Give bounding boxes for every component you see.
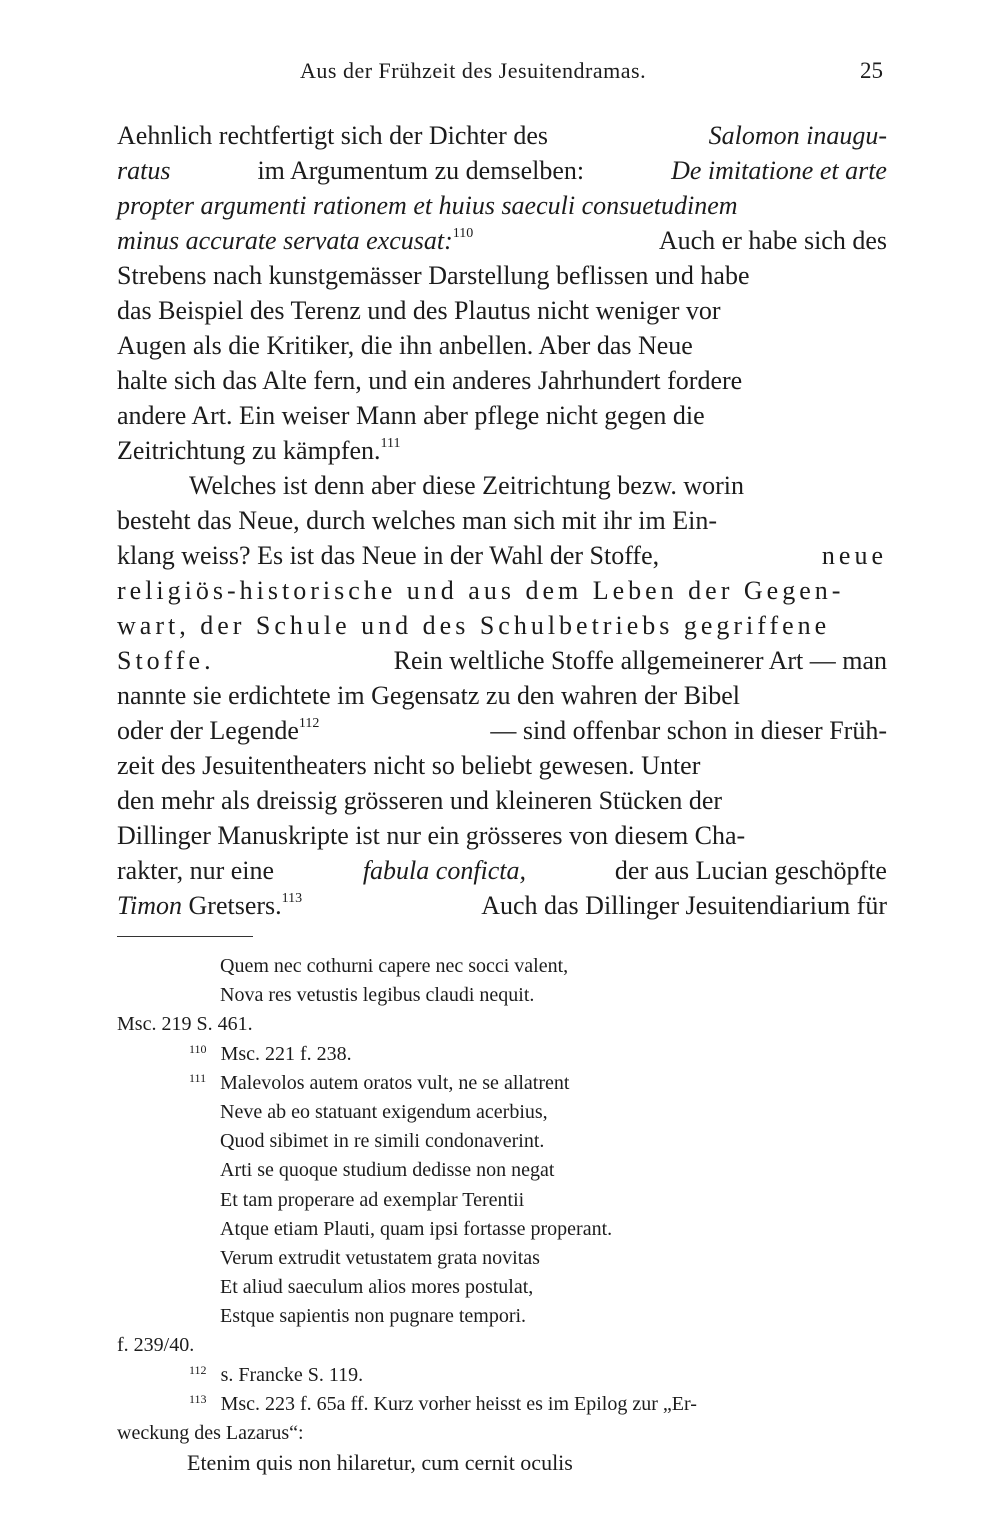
text-line: nannte sie erdichtete im Gegensatz zu den wahren der Bibel [117,681,741,710]
footnote-verse: Verum extrudit vetustatem grata novitas [220,1246,540,1269]
footnote-divider [117,936,253,937]
footnote-ref: 111 [380,436,401,451]
text-line: den mehr als dreissig grösseren und kleineren Stücken der [117,786,723,815]
text-line: oder der Legende$^{112}$ — sind offenbar schon in dieser Früh- [117,716,887,745]
footnote-112: $^{112}$ s. Francke S. 119. [189,1362,364,1386]
footnote-reference: Msc. 219 S. 461. [117,1013,253,1036]
text-line: andere Art. Ein weiser Mann aber pflege nicht gegen die [117,401,705,430]
footnote-110: $^{110}$ Msc. 221 f. 238. [189,1041,352,1065]
footnote-verse: Estque sapientis non pugnare tempori. [220,1305,527,1328]
text-line: religiös-historische und aus dem Leben der Gegen- [117,576,845,605]
footnote-ref: 112 [298,716,320,731]
footnote-verse: Et tam properare ad exemplar Terentii [220,1188,525,1211]
text-line: Welches ist denn aber diese Zeitrichtung bezw. worin [189,471,745,500]
text-line: Timon Gretsers.$^{113}$ Auch das Dillinger Jesuitendiarium für [117,891,887,920]
text-line: wart, der Schule und des Schulbetriebs gegriffene [117,611,831,640]
footnote-113: $^{113}$ Msc. 223 f. 65a ff. Kurz vorher heisst es im Epilog zur „Er- [189,1391,697,1415]
text-line: Dillinger Manuskripte ist nur ein grösseres von diesem Cha- [117,821,746,850]
text-line: minus accurate servata excusat:$^{110}$ Auch er habe sich des [117,226,887,255]
text-line: klang weiss? Es ist das Neue in der Wahl der Stoffe, neue [117,541,887,570]
main-text [117,118,887,923]
footnote-ref: 110 [452,226,474,241]
text-line: zeit des Jesuitentheaters nicht so beliebt gewesen. Unter [117,751,701,780]
footnote-verse: Quod sibimet in re simili condonaverint. [220,1130,545,1153]
text-line: Augen als die Kritiker, die ihn anbellen. Aber das Neue [117,331,693,360]
text-line: Stoffe. Rein weltliche Stoffe allgemeinerer Art — man [117,646,887,675]
text-line: Strebens nach kunstgemässer Darstellung beflissen und habe [117,261,750,290]
footnote-verse: Etenim quis non hilaretur, cum cernit oculis [187,1450,573,1476]
text-line: das Beispiel des Terenz und des Plautus nicht weniger vor [117,296,721,325]
text-line: propter argumenti rationem et huius saeculi consuetudinem [117,191,738,220]
footnote-reference: f. 239/40. [117,1334,195,1357]
footnote-ref: 113 [281,891,303,906]
text-line: rakter, nur eine fabula conficta, der aus Lucian geschöpfte [117,856,887,885]
text-line: Aehnlich rechtfertigt sich der Dichter des Salomon inaugu- [117,121,887,150]
text-line: halte sich das Alte fern, und ein anderes Jahrhundert fordere [117,366,743,395]
text-line: besteht das Neue, durch welches man sich mit ihr im Ein- [117,506,718,535]
footnote-verse: Quem nec cothurni capere nec socci valent, [220,955,569,977]
running-head: Aus der Frühzeit des Jesuitendramas. [300,58,647,83]
footnote-111: $^{111}$ Malevolos autem oratos vult, ne se allatrent [189,1070,570,1094]
page-number: 25 [860,58,883,83]
footnote-continuation: weckung des Lazarus“: [117,1422,304,1444]
text-line: ratus im Argumentum zu demselben: De imitatione et arte [117,156,887,185]
text-line: Zeitrichtung zu kämpfen.$^{111}$ [117,436,401,465]
footnote-verse: Neve ab eo statuant exigendum acerbius, [220,1100,548,1123]
footnote-verse: Et aliud saeculum alios mores postulat, [220,1276,534,1299]
footnote-verse: Atque etiam Plauti, quam ipsi fortasse properant. [220,1217,613,1240]
footnotes [117,952,897,1477]
footnote-verse: Nova res vetustis legibus claudi nequit. [220,984,535,1007]
footnote-verse: Arti se quoque studium dedisse non negat [220,1159,555,1182]
